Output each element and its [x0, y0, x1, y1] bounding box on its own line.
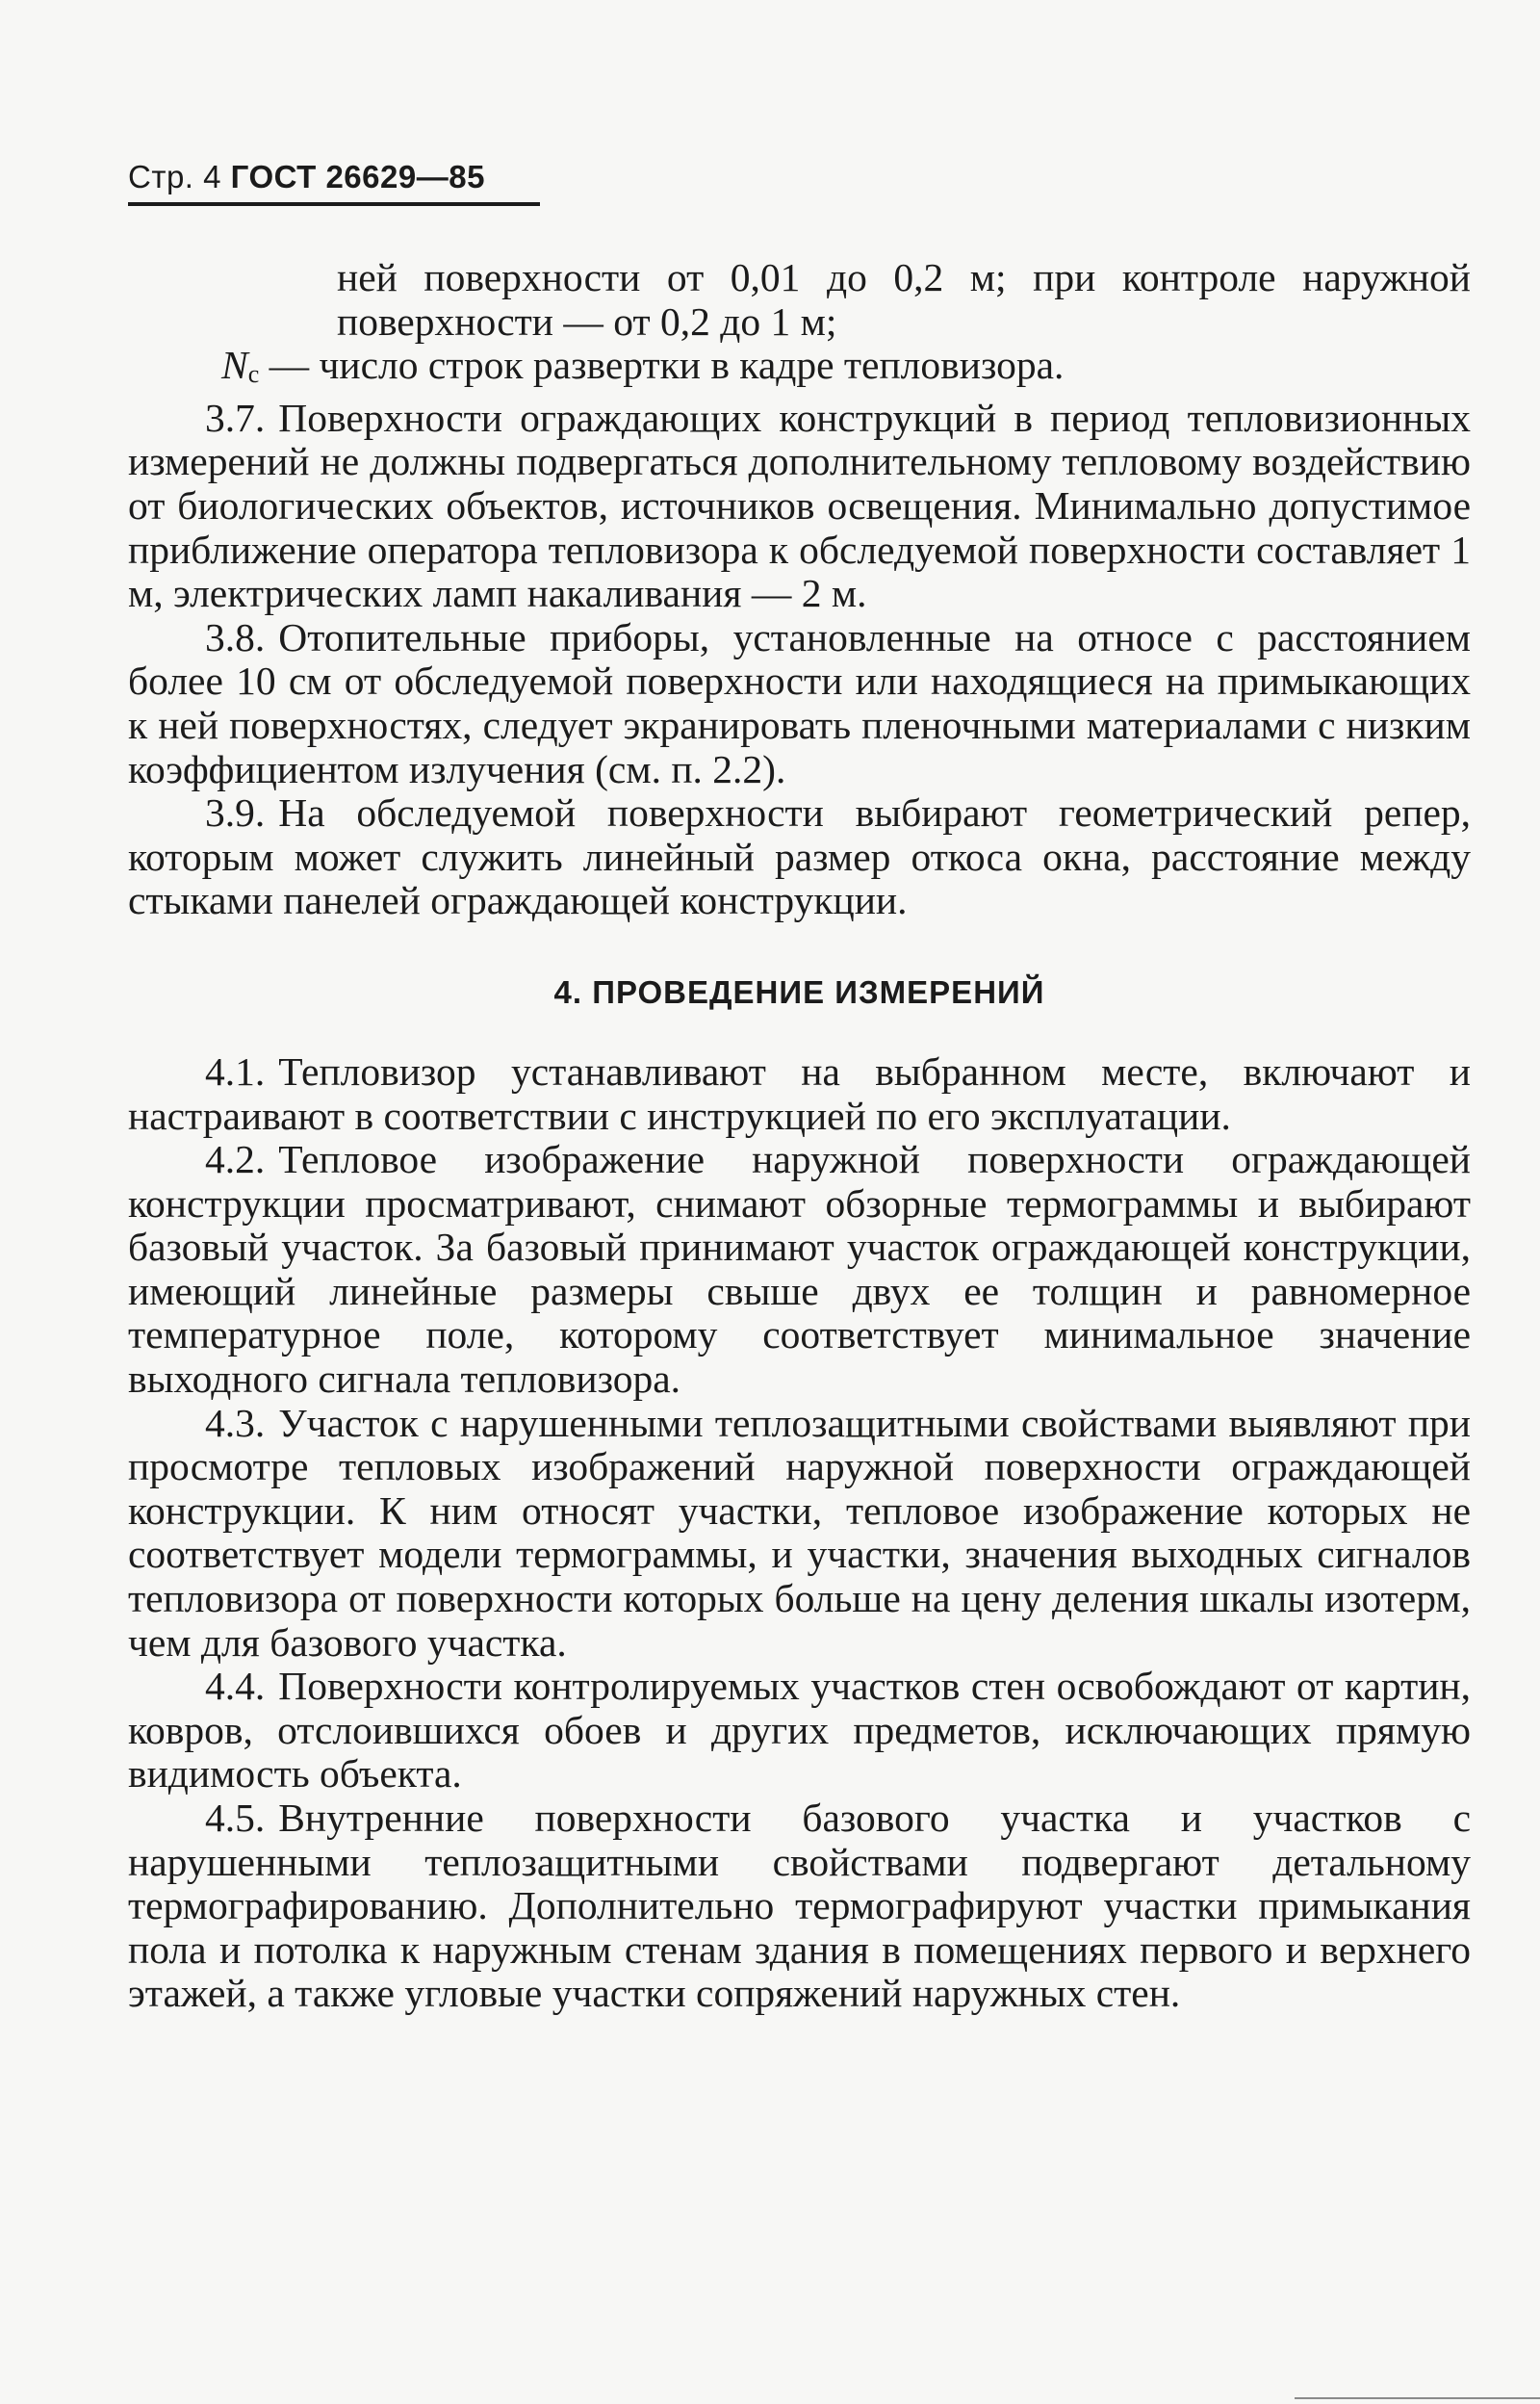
- clause-number: 4.5.: [205, 1796, 266, 1840]
- clause-text: Поверхности контролируемых участков стен освобождают от картин, ковров, отслоившихся обоев и других предметов, исключающих прямую видимость объекта.: [128, 1664, 1471, 1797]
- clause-text: Поверхности ограждающих конструкций в период тепловизионных измерений не должны подвергаться дополнительному тепловому воздействию от биологических объектов, источников освещения. Минимально допустимое приближение оператора тепловизора к обследуемой поверхности составляет 1 м, электрических ламп накаливания — 2 м.: [128, 395, 1471, 616]
- clause-4-5: [128, 1797, 1471, 2016]
- clause-text: Тепловизор устанавливают на выбранном месте, включают и настраивают в соответствии с инструкцией по его эксплуатации.: [128, 1048, 1471, 1138]
- clause-text: На обследуемой поверхности выбирают геометрический репер, которым может служить линейный размер откоса окна, расстояние между стыками панелей ограждающей конструкции.: [128, 790, 1471, 923]
- symbol-legend: [128, 344, 1471, 397]
- clause-3-9: [128, 791, 1471, 923]
- clause-text: Отопительные приборы, установленные на относе с расстоянием более 10 см от обследуемой поверхности или находящиеся на примыкающих к ней поверхностях, следует экранировать пленочными материалами с низким коэффициентом излучения (см. п. 2.2).: [128, 614, 1471, 791]
- clause-number: 4.3.: [205, 1400, 266, 1445]
- clause-4-2: [128, 1138, 1471, 1402]
- clause-4-1: [128, 1050, 1471, 1138]
- clause-3-7: [128, 397, 1471, 616]
- clause-text: Внутренние поверхности базового участка и участков с нарушенными теплозащитными свойствами подвергают детальному термографированию. Дополнительно термографируют участки примыкания пола и потолка к наружным стенам здания в помещениях первого и верхнего этажей, а также угловые участки сопряжений наружных стен.: [128, 1796, 1471, 2016]
- legend-subscript: с: [247, 360, 260, 389]
- page-body: [128, 256, 1471, 2016]
- section-heading: 4. ПРОВЕДЕНИЕ ИЗМЕРЕНИЙ: [553, 973, 1045, 1010]
- clause-text: Участок с нарушенными теплозащитными свойствами выявляют при просмотре тепловых изображений наружной поверхности ограждающей конструкции. К ним относят участки, тепловое изображение которых не соответствует модели термограммы, и участки, значения выходных сигналов тепловизора от поверхности которых больше на цену деления шкалы изотерм, чем для базового участка.: [128, 1400, 1471, 1665]
- scan-artifact-line: [1295, 2397, 1540, 2399]
- clause-number: 4.2.: [205, 1137, 266, 1182]
- continuation-text: ней поверхности от 0,01 до 0,2 м; при контроле наружной поверхности — от 0,2 до 1 м;: [337, 255, 1471, 344]
- legend-text: — число строк развертки в кадре тепловизора.: [259, 343, 1065, 388]
- clause-number: 3.7.: [205, 395, 266, 440]
- clause-number: 4.4.: [205, 1664, 266, 1709]
- clause-number: 3.8.: [205, 614, 266, 659]
- clause-number: 4.1.: [205, 1048, 266, 1094]
- clause-4-3: [128, 1402, 1471, 1666]
- clause-4-4: [128, 1665, 1471, 1797]
- clause-3-8: [128, 616, 1471, 791]
- standard-code: ГОСТ 26629—85: [230, 159, 485, 194]
- page-number: Стр. 4: [128, 159, 221, 194]
- legend-symbol: N: [221, 343, 248, 388]
- page-header: [128, 159, 485, 195]
- header-rule: [128, 202, 540, 206]
- clause-text: Тепловое изображение наружной поверхности ограждающей конструкции просматривают, снимают обзорные термограммы и выбирают базовый участок. За базовый принимают участок ограждающей конструкции, имеющий линейные размеры свыше двух ее толщин и равномерное температурное поле, которому соответствует минимальное значение выходного сигнала тепловизора.: [128, 1137, 1471, 1402]
- clause-number: 3.9.: [205, 790, 266, 836]
